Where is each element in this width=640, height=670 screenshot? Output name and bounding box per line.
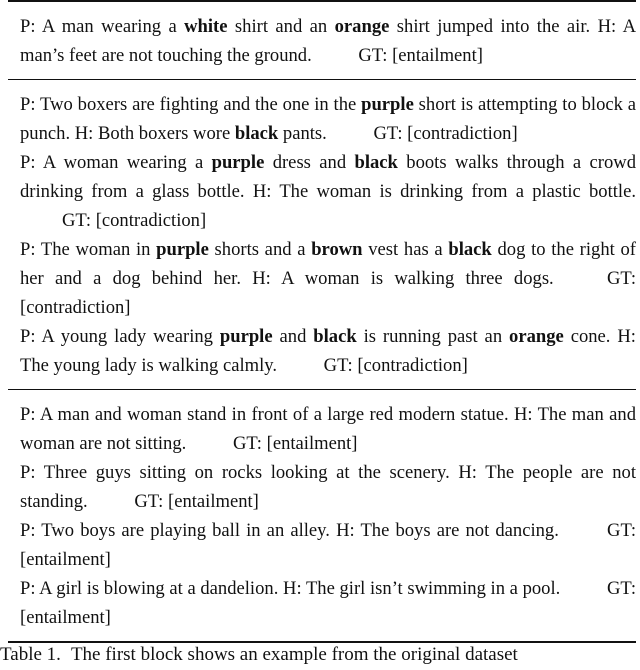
premise-label: P: <box>20 326 36 347</box>
ground-truth-value: [entailment] <box>266 433 358 454</box>
premise-text: A man and woman stand in front of a large red modern statue. <box>39 404 509 425</box>
premise-text: The woman in <box>40 239 157 260</box>
premise-text: is running past an <box>356 326 510 347</box>
premise-text: A man wearing a <box>41 16 185 37</box>
hypothesis-text: The young lady is walking calmly. <box>20 355 277 376</box>
color-word: black <box>448 239 492 260</box>
hypothesis-text: The people are not standing. <box>20 462 637 512</box>
premise-text: Two boxers are fighting and the one in the <box>40 94 362 115</box>
premise-label: P: <box>20 152 36 173</box>
ground-truth-value: [contradiction] <box>357 355 468 376</box>
caption-text: The first block shows an example from the original dataset <box>70 644 518 665</box>
premise-text: short is attempting to block a punch. <box>20 94 637 144</box>
table-caption <box>0 640 640 670</box>
hypothesis-text: pants. <box>278 123 327 144</box>
premise-text: and <box>272 326 314 347</box>
premise-text: A woman wearing a <box>42 152 212 173</box>
hypothesis-label: H: <box>74 123 94 144</box>
example-row <box>20 90 636 148</box>
ground-truth-value: [entailment] <box>20 607 111 628</box>
color-word: orange <box>509 326 564 347</box>
hypothesis-label: H: <box>617 326 636 347</box>
ground-truth-label: GT: <box>373 123 403 144</box>
ground-truth-label: GT: <box>358 45 388 66</box>
table-section-contradiction <box>8 79 636 389</box>
example-row <box>20 574 636 632</box>
hypothesis-label: H: <box>513 404 533 425</box>
hypothesis-label: H: <box>252 181 272 202</box>
hypothesis-text: The woman is drinking from a plastic bottle. <box>279 181 636 202</box>
example-row <box>20 322 636 380</box>
premise-text: boots walks through a crowd drinking from a glass bottle. <box>20 152 636 202</box>
color-word: black <box>313 326 357 347</box>
color-word: black <box>234 123 279 144</box>
hypothesis-text: A man’s feet are not touching the ground. <box>20 16 636 66</box>
premise-text: shirt jumped into the air. <box>389 16 591 37</box>
table-section-entailment <box>8 389 636 643</box>
premise-text: dress and <box>264 152 355 173</box>
examples-table <box>8 0 636 643</box>
hypothesis-text: Both boxers wore <box>98 123 235 144</box>
example-row <box>20 400 636 458</box>
ground-truth-label: GT: <box>607 520 637 541</box>
premise-label: P: <box>20 520 36 541</box>
hypothesis-text: The boys are not dancing. <box>360 520 559 541</box>
premise-text: shorts and a <box>208 239 312 260</box>
premise-text: dog to the right of her and a dog behind her. <box>20 239 636 289</box>
ground-truth-label: GT: <box>606 268 637 289</box>
table-section-original <box>8 0 636 79</box>
ground-truth-value: [entailment] <box>392 45 483 66</box>
premise-text: A girl is blowing at a dandelion. <box>39 578 279 599</box>
hypothesis-text: The girl isn’t swimming in a pool. <box>305 578 561 599</box>
ground-truth-label: GT: <box>62 210 92 231</box>
color-word: purple <box>361 94 414 115</box>
color-word: black <box>354 152 398 173</box>
hypothesis-text: A woman is walking three dogs. <box>281 268 554 289</box>
premise-label: P: <box>20 16 36 37</box>
premise-text: A young lady wearing <box>41 326 220 347</box>
ground-truth-value: [entailment] <box>168 491 259 512</box>
ground-truth-value: [entailment] <box>20 549 111 570</box>
premise-label: P: <box>20 94 36 115</box>
ground-truth-label: GT: <box>232 433 262 454</box>
hypothesis-label: H: <box>336 520 355 541</box>
color-word: white <box>184 16 228 37</box>
premise-text: vest has a <box>362 239 449 260</box>
ground-truth-value: [contradiction] <box>407 123 518 144</box>
premise-label: P: <box>20 404 36 425</box>
color-word: brown <box>311 239 363 260</box>
color-word: purple <box>219 326 273 347</box>
hypothesis-label: H: <box>458 462 477 483</box>
example-row <box>20 458 636 516</box>
premise-text: cone. <box>563 326 611 347</box>
color-word: purple <box>211 152 265 173</box>
premise-label: P: <box>20 462 36 483</box>
color-word: purple <box>156 239 209 260</box>
hypothesis-label: H: <box>252 268 271 289</box>
hypothesis-text: The man and woman are not sitting. <box>20 404 636 454</box>
premise-text: Two boys are playing ball in an alley. <box>41 520 330 541</box>
hypothesis-label: H: <box>283 578 302 599</box>
ground-truth-value: [contradiction] <box>95 210 207 231</box>
ground-truth-label: GT: <box>323 355 353 376</box>
example-row <box>20 516 636 574</box>
premise-text: shirt and an <box>227 16 335 37</box>
hypothesis-label: H: <box>597 16 617 37</box>
example-row <box>20 12 636 70</box>
premise-label: P: <box>20 239 36 260</box>
example-row <box>20 235 636 322</box>
color-word: orange <box>334 16 390 37</box>
example-row <box>20 148 636 235</box>
ground-truth-label: GT: <box>606 578 636 599</box>
caption-label: Table 1. <box>0 644 61 665</box>
premise-label: P: <box>20 578 36 599</box>
premise-text: Three guys sitting on rocks looking at the scenery. <box>43 462 450 483</box>
ground-truth-label: GT: <box>134 491 164 512</box>
ground-truth-value: [contradiction] <box>20 297 131 318</box>
